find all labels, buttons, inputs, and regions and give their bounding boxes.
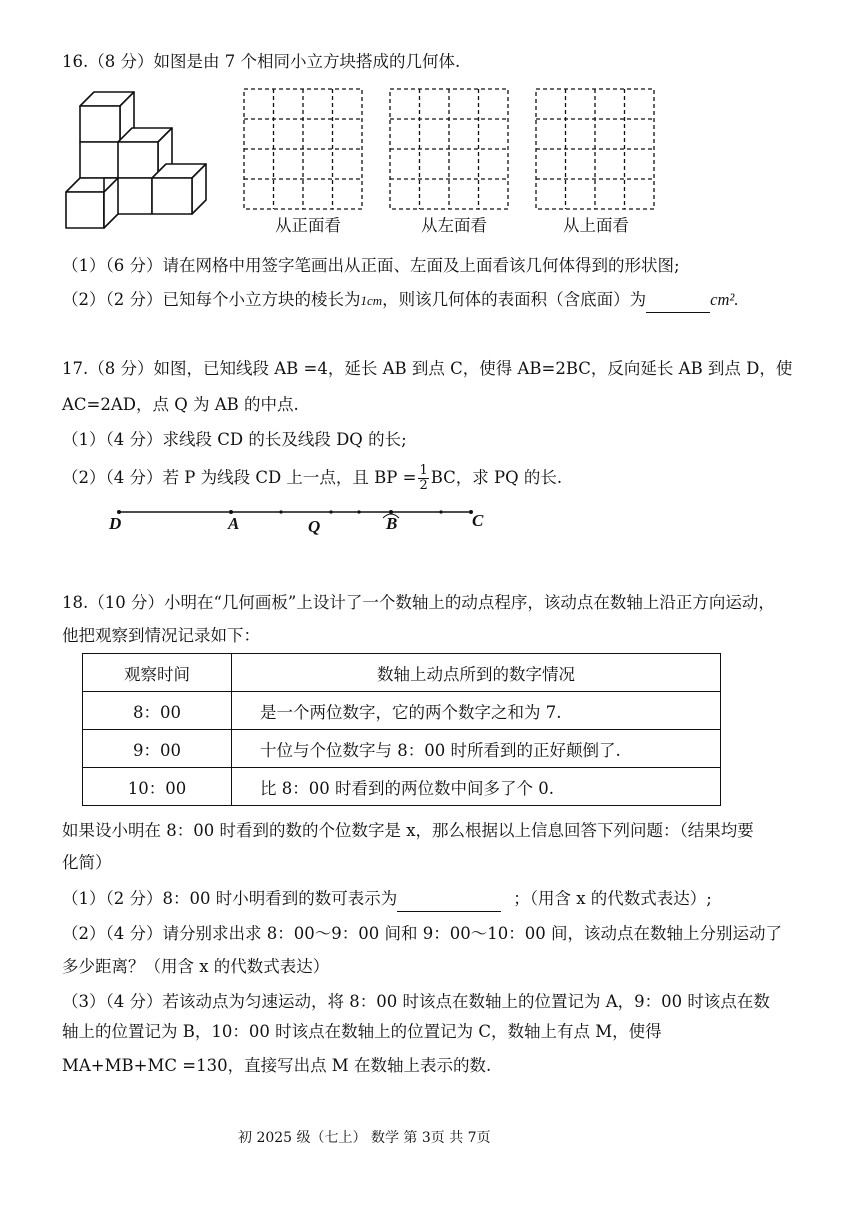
q16-part1: （1）（6 分）请在网格中用签字笔画出从正面、左面及上面看该几何体得到的形状图; (62, 256, 680, 275)
cube-solid-figure (60, 86, 210, 231)
table-row (83, 730, 721, 768)
grid-label-top: 从上面看 (563, 216, 629, 235)
q16-area-unit: cm². (710, 290, 739, 309)
table-header: 数轴上动点所到的数字情况 (232, 654, 721, 692)
q16-part2 (62, 288, 738, 313)
table-header: 观察时间 (83, 654, 232, 692)
q18-part3-line1: （3）（4 分）若该动点为匀速运动，将 8：00 时该点在数轴上的位置记为 A，9：00 时该点在数 (62, 992, 770, 1011)
q18-part1 (62, 887, 712, 912)
table-cell-time: 10：00 (83, 768, 232, 806)
table-row (83, 692, 721, 730)
point-label-a: A (228, 514, 240, 533)
q18-part2-line1: （2）（4 分）请分别求出求 8：00～9：00 间和 9：00～10：00 间，该动点在数轴上分别运动了 (62, 924, 782, 943)
q18-part1-text: （1）（2 分）8：00 时小明看到的数可表示为 (62, 889, 398, 908)
table-cell-desc: 是一个两位数字，它的两个数字之和为 7. (232, 692, 721, 730)
q18-line2: 他把观察到情况记录如下： (62, 626, 260, 645)
table-row (83, 768, 721, 806)
table-cell-time: 9：00 (83, 730, 232, 768)
q16-part2-mid: ，则该几何体的表面积（含底面）为 (382, 290, 647, 309)
table-header-row (83, 654, 721, 692)
page-footer: 初 2025 级（七上） 数学 第 3页 共 7页 (238, 1130, 491, 1146)
q18-after2: 化简） (62, 853, 112, 872)
point-label-d: D (109, 514, 122, 533)
segment-diagram (105, 502, 495, 542)
q18-part3-line2: 轴上的位置记为 B，10：00 时该点在数轴上的位置记为 C，数轴上有点 M，使得 (62, 1022, 662, 1041)
q16-unit: 1cm (360, 293, 383, 308)
table-cell-desc: 十位与个位数字与 8：00 时所看到的正好颠倒了. (232, 730, 721, 768)
observation-table (82, 653, 721, 806)
q17-line1: 17.（8 分）如图，已知线段 AB =4，延长 AB 到点 C，使得 AB=2BC，反向延长 AB 到点 D，使 (62, 359, 793, 378)
q17-part1: （1）（4 分）求线段 CD 的长及线段 DQ 的长; (62, 430, 407, 449)
point-label-b: B (386, 514, 398, 533)
q18-line1: 18.（10 分）小明在“几何画板”上设计了一个数轴上的动点程序，该动点在数轴上沿正方向运动， (62, 593, 775, 612)
top-view-grid[interactable] (535, 88, 655, 210)
one-half-fraction: $\frac{1}{2}$ (419, 463, 428, 493)
q18-answer-blank[interactable] (397, 887, 501, 912)
q16-answer-blank[interactable] (646, 288, 710, 313)
left-view-grid[interactable] (389, 88, 509, 210)
point-label-c: C (472, 511, 484, 530)
q17-line2: AC=2AD，点 Q 为 AB 的中点. (62, 395, 299, 414)
q17-part2-end: BC，求 PQ 的长. (430, 468, 563, 487)
q18-part3-line3: MA+MB+MC =130，直接写出点 M 在数轴上表示的数. (62, 1056, 492, 1075)
q17-part2-text: （2）（4 分）若 P 为线段 CD 上一点，且 BP = (62, 468, 417, 487)
q16-stem: 16.（8 分）如图是由 7 个相同小立方块搭成的几何体. (62, 52, 461, 71)
grid-label-left: 从左面看 (421, 216, 487, 235)
q16-part2-text: （2）（2 分）已知每个小立方块的棱长为 (62, 290, 361, 309)
front-view-grid[interactable] (243, 88, 363, 210)
table-cell-time: 8：00 (83, 692, 232, 730)
q18-part2-line2: 多少距离？（用含 x 的代数式表达） (62, 957, 330, 976)
q18-part1-end: ；（用含 x 的代数式表达）; (513, 889, 712, 908)
q17-part2 (62, 464, 562, 493)
point-label-q: Q (308, 517, 321, 536)
q18-after1: 如果设小明在 8：00 时看到的数的个位数字是 x，那么根据以上信息回答下列问题：（结果均要 (62, 821, 754, 840)
table-cell-desc: 比 8：00 时看到的两位数中间多了个 0. (232, 768, 721, 806)
grid-label-front: 从正面看 (275, 216, 341, 235)
